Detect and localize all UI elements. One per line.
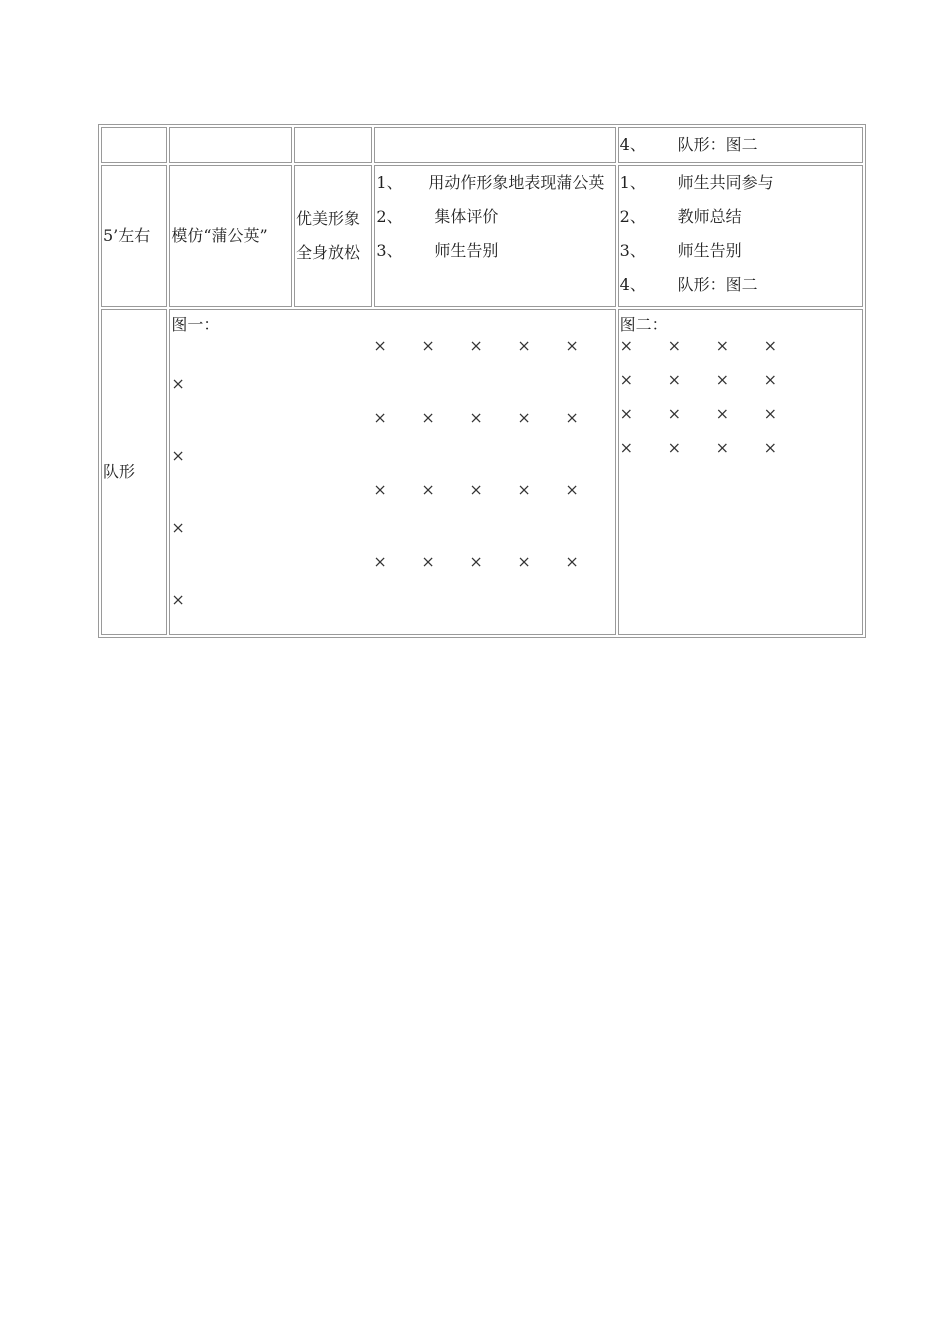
table-row: [101, 165, 863, 307]
item-number: 4、: [619, 135, 646, 154]
figure1-diagram: [171, 310, 613, 632]
item-text: 队形：图二: [677, 135, 758, 154]
item-number: 3、: [619, 241, 646, 260]
formation-mark: ×: [171, 446, 185, 465]
formation-mark: ×: [715, 370, 730, 389]
formation-mark: ×: [469, 552, 483, 571]
figure1-label: 图一：: [171, 315, 220, 334]
formation-mark: ×: [373, 336, 387, 355]
item-text: 队形：图二: [677, 275, 758, 294]
formation-mark: ×: [171, 590, 185, 609]
formation-mark: ×: [763, 370, 778, 389]
formation-mark: ×: [517, 480, 531, 499]
formation-mark: ×: [565, 408, 579, 427]
formation-mark: ×: [373, 552, 387, 571]
figure2-cell: [618, 309, 863, 635]
formation-mark: ×: [421, 336, 435, 355]
formation-mark: ×: [517, 408, 531, 427]
item-number: 1、: [376, 173, 403, 192]
formation-mark: ×: [469, 336, 483, 355]
formation-mark: ×: [517, 336, 531, 355]
list-item: [620, 200, 861, 234]
formation-mark: ×: [619, 336, 634, 355]
content-cell: [169, 165, 292, 307]
formation-mark: ×: [763, 438, 778, 457]
table-row: [101, 309, 863, 635]
formation-mark: ×: [667, 438, 682, 457]
formation-mark: ×: [619, 370, 634, 389]
formation-mark: ×: [171, 374, 185, 393]
teacher-activity-cell: [618, 127, 863, 163]
figure1-cell: [169, 309, 615, 635]
goal-cell: [294, 127, 372, 163]
list-item: [620, 268, 861, 302]
item-number: 4、: [619, 275, 646, 294]
item-number: 1、: [619, 173, 646, 192]
student-activity-cell: [374, 127, 615, 163]
list-item: [620, 128, 861, 162]
formation-mark: ×: [565, 552, 579, 571]
formation-mark: ×: [667, 336, 682, 355]
formation-mark: ×: [373, 480, 387, 499]
content-text: 模仿“蒲公英”: [171, 226, 268, 245]
formation-mark: ×: [715, 336, 730, 355]
item-number: 3、: [376, 241, 403, 260]
goal-text: 优美形象全身放松: [295, 209, 360, 262]
list-item: [376, 166, 613, 200]
item-text: 师生共同参与: [677, 173, 774, 192]
item-number: 2、: [376, 207, 403, 226]
formation-mark: ×: [469, 408, 483, 427]
formation-mark: ×: [469, 480, 483, 499]
list-item: [376, 200, 613, 234]
figure2-diagram: [620, 310, 861, 632]
formation-mark: ×: [715, 438, 730, 457]
time-cell: 5’左右: [101, 165, 167, 307]
formation-mark: ×: [421, 408, 435, 427]
figure2-label: 图二：: [619, 315, 668, 334]
formation-mark: ×: [619, 404, 634, 423]
item-text: 集体评价: [434, 207, 499, 226]
item-text: 教师总结: [677, 207, 742, 226]
formation-label-cell: 队形: [101, 309, 167, 635]
item-text: 师生告别: [434, 241, 499, 260]
formation-mark: ×: [421, 480, 435, 499]
teacher-activity-cell: [618, 165, 863, 307]
formation-mark: ×: [667, 404, 682, 423]
list-item: [376, 234, 613, 268]
item-text: 用动作形象地表现蒲公英: [428, 173, 605, 192]
item-number: 2、: [619, 207, 646, 226]
content-cell: [169, 127, 292, 163]
item-text: 师生告别: [677, 241, 742, 260]
formation-mark: ×: [565, 480, 579, 499]
formation-mark: ×: [565, 336, 579, 355]
student-activity-cell: [374, 165, 615, 307]
formation-mark: ×: [763, 336, 778, 355]
list-item: [620, 234, 861, 268]
formation-mark: ×: [171, 518, 185, 537]
formation-mark: ×: [763, 404, 778, 423]
lesson-plan-table: [98, 124, 866, 638]
table-row: [101, 127, 863, 163]
formation-mark: ×: [373, 408, 387, 427]
goal-cell: [294, 165, 372, 307]
list-item: [620, 166, 861, 200]
time-cell: [101, 127, 167, 163]
formation-mark: ×: [421, 552, 435, 571]
formation-mark: ×: [667, 370, 682, 389]
formation-mark: ×: [517, 552, 531, 571]
formation-mark: ×: [619, 438, 634, 457]
formation-mark: ×: [715, 404, 730, 423]
